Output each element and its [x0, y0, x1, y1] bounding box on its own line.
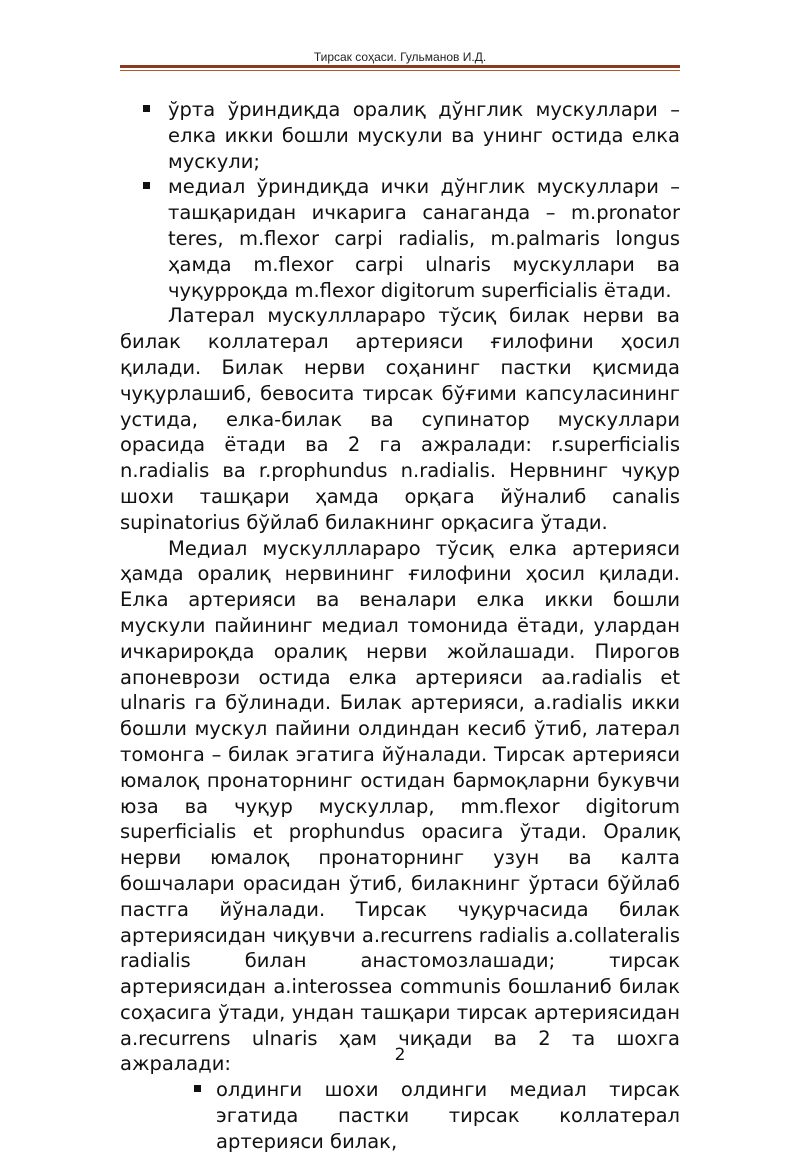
running-header: Тирсак соҳаси. Гульманов И.Д.: [313, 50, 487, 64]
list-item: [120, 1077, 680, 1154]
list-item: [120, 174, 680, 303]
page-body: [120, 97, 680, 1155]
list-item: [120, 97, 680, 174]
square-bullet-icon: [143, 105, 150, 112]
list-item-text: медиал ўриндиқда ички дўнглик мускуллари – ташқаридан ичкарига санаганда – m.pronator teres, m.flexor carpi radialis, m.palmaris longus ҳамда m.flexor carpi ulnaris мускуллари ва чуқурроқда m.flexor digitorum superficialis ётади.: [168, 175, 680, 302]
body-paragraph: Медиал мускулллараро тўсиқ елка артерияси ҳамда оралиқ нервининг ғилофини ҳосил қилади. Елка артерияси ва веналари елка икки бошли мускули пайининг медиал томонида ётади, улардан ичкарироқда оралиқ нерви жойлашади. Пирогов апоневрози остида елка артерияси aa.radialis et ulnaris га бўлинади. Билак артерияси, a.radialis икки бошли мускул пайини олдиндан кесиб ўтиб, латерал томонга – билак эгатига йўналади. Тирсак артерияси юмалоқ пронаторнинг остидан бармоқларни букувчи юза ва чуқур мускуллар, mm.flexor digitorum superficialis et prophundus орасига ўтади. Оралиқ нерви юмалоқ пронаторнинг узун ва калта бошчалари орасидан ўтиб, билакнинг ўртаси бўйлаб пастга йўналади. Тирсак чуқурчасида билак артериясидан чиқувчи a.recurrens radialis a.collateralis radialis билан анастомозлашади; тирсак артериясидан a.interossea communis бошланиб билак соҳасига ўтади, ундан ташқари тирсак артериясидан a.recurrens ulnaris ҳам чиқади ва 2 та шохга ажралади:: [120, 536, 680, 1076]
list-item-text: ўрта ўриндиқда оралиқ дўнглик мускуллари – елка икки бошли мускули ва унинг остида елка мускули;: [168, 98, 680, 173]
header-rule-thin: [120, 70, 680, 71]
body-paragraph: Латерал мускулллараро тўсиқ билак нерви ва билак коллатерал артерияси ғилофини ҳосил қилади. Билак нерви соҳанинг пастки қисмида чуқурлашиб, бевосита тирсак бўғими капсуласининг устида, елка-билак ва супинатор мускуллари орасида ётади ва 2 га ажралади: r.superficialis n.radialis ва r.prophundus n.radialis. Нервнинг чуқур шохи ташқари ҳамда орқага йўналиб canalis supinatorius бўйлаб билакнинг орқасига ўтади.: [120, 304, 680, 534]
square-bullet-icon: [194, 1085, 201, 1092]
header-rule-thick: [120, 65, 680, 68]
square-bullet-icon: [143, 182, 150, 189]
list-item-text: олдинги шохи олдинги медиал тирсак эгатида пастки тирсак коллатерал артерияси билак,: [216, 1078, 680, 1153]
bullet-list-bottom: [120, 1077, 680, 1154]
page-number: 2: [394, 1045, 406, 1065]
bullet-list-top: [120, 97, 680, 303]
